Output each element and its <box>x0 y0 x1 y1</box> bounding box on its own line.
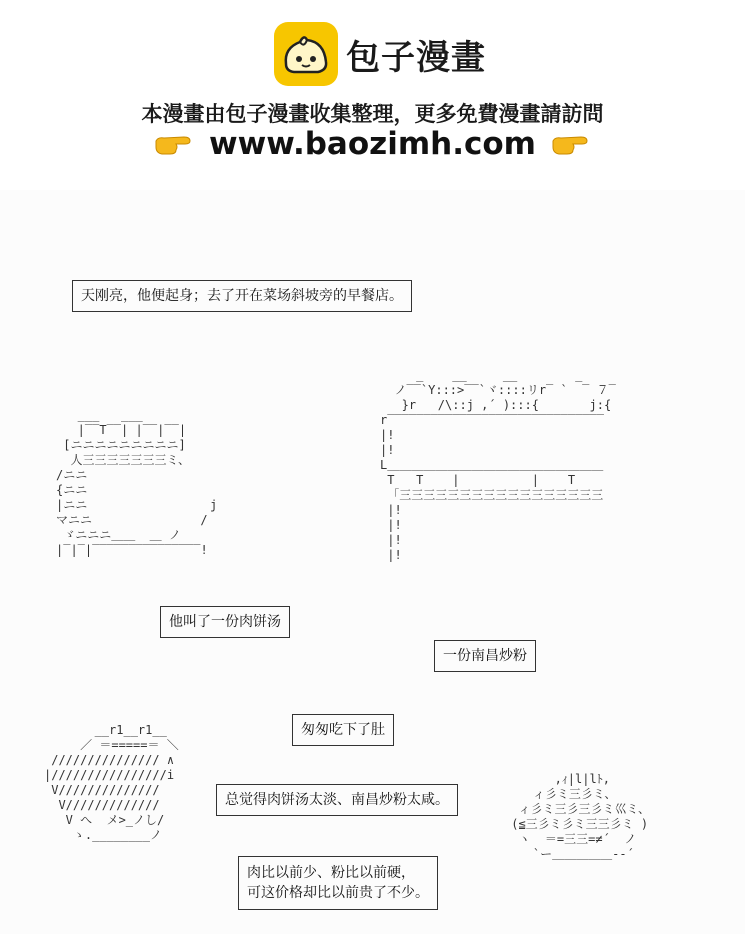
caption-text: 天刚亮，他便起身；去了开在菜场斜坡旁的早餐店。 <box>81 288 403 304</box>
ascii-art-shop-front: ___ ___ |‾‾T‾‾| |‾‾|‾‾| [ニニニニニニニニニ] 人三三三三三三三ミ、 /ニニ {ニニ |ニニ j マニニ / ゞニニニ＿＿ ＿ ノ |‾|‾|‾‾‾‾‾‾‾‾‾‾‾‾‾‾‾! <box>56 408 218 557</box>
caption-text: 他叫了一份肉饼汤 <box>169 614 281 630</box>
site-header <box>0 0 745 190</box>
ascii-art-noodle-plate: ,ｨ|l|lﾄ, ィ彡ミ三彡ミ、 ィ彡ミ三彡三彡ミ巛ミ、 (≦三彡ミ彡ミ三三彡ミ ) ヽ ＝=三三=≠´ ノ `ー＿＿＿＿＿-‐´ <box>511 772 650 861</box>
url-row <box>0 126 745 162</box>
caption-box <box>238 856 438 910</box>
caption-box <box>160 606 290 638</box>
site-url-link[interactable]: www.baozimh.com <box>209 126 536 162</box>
baozi-logo-icon <box>274 22 338 86</box>
pointing-right-hand-icon <box>154 131 194 157</box>
caption-text: 总觉得肉饼汤太淡、南昌炒粉太咸。 <box>225 792 449 808</box>
site-logo-text[interactable]: 包子漫畫 <box>346 38 486 78</box>
caption-box <box>434 640 536 672</box>
site-notice: 本漫畫由包子漫畫收集整理，更多免費漫畫請訪問 <box>141 102 604 126</box>
caption-box <box>72 280 412 312</box>
ascii-art-soup-bowl: __r1__r1__ ／ ＝=====＝ ＼ /////////////// ∧ |////////////////i V////////////// V///////////// V へ メ>_ノし/ ゝ.________ノ <box>44 723 179 842</box>
caption-text: 匆匆吃下了肚 <box>301 722 385 738</box>
caption-text: 可这价格却比以前贵了不少。 <box>247 885 429 901</box>
caption-box <box>292 714 394 746</box>
ascii-art-counter: _ __ __ _ ノ‾‾`Y:::>‾‾`ヾ::::リr‾ ` ‾ ７‾ }r /\::j ,´ ):::{ j:{ r‾‾‾‾‾‾‾‾‾‾‾‾‾‾‾‾‾‾‾‾‾‾‾‾‾‾‾‾‾‾ |! |! L＿＿＿＿＿＿＿＿＿＿＿＿＿＿＿＿＿＿ T T | | T 「三三三三三三三三三三三三三三三三三 |! |! |! |! <box>380 368 616 562</box>
pointing-right-hand-icon <box>551 131 591 157</box>
caption-text: 一份南昌炒粉 <box>443 648 527 664</box>
caption-box <box>216 784 458 816</box>
caption-text: 肉比以前少、粉比以前硬， <box>247 865 415 881</box>
